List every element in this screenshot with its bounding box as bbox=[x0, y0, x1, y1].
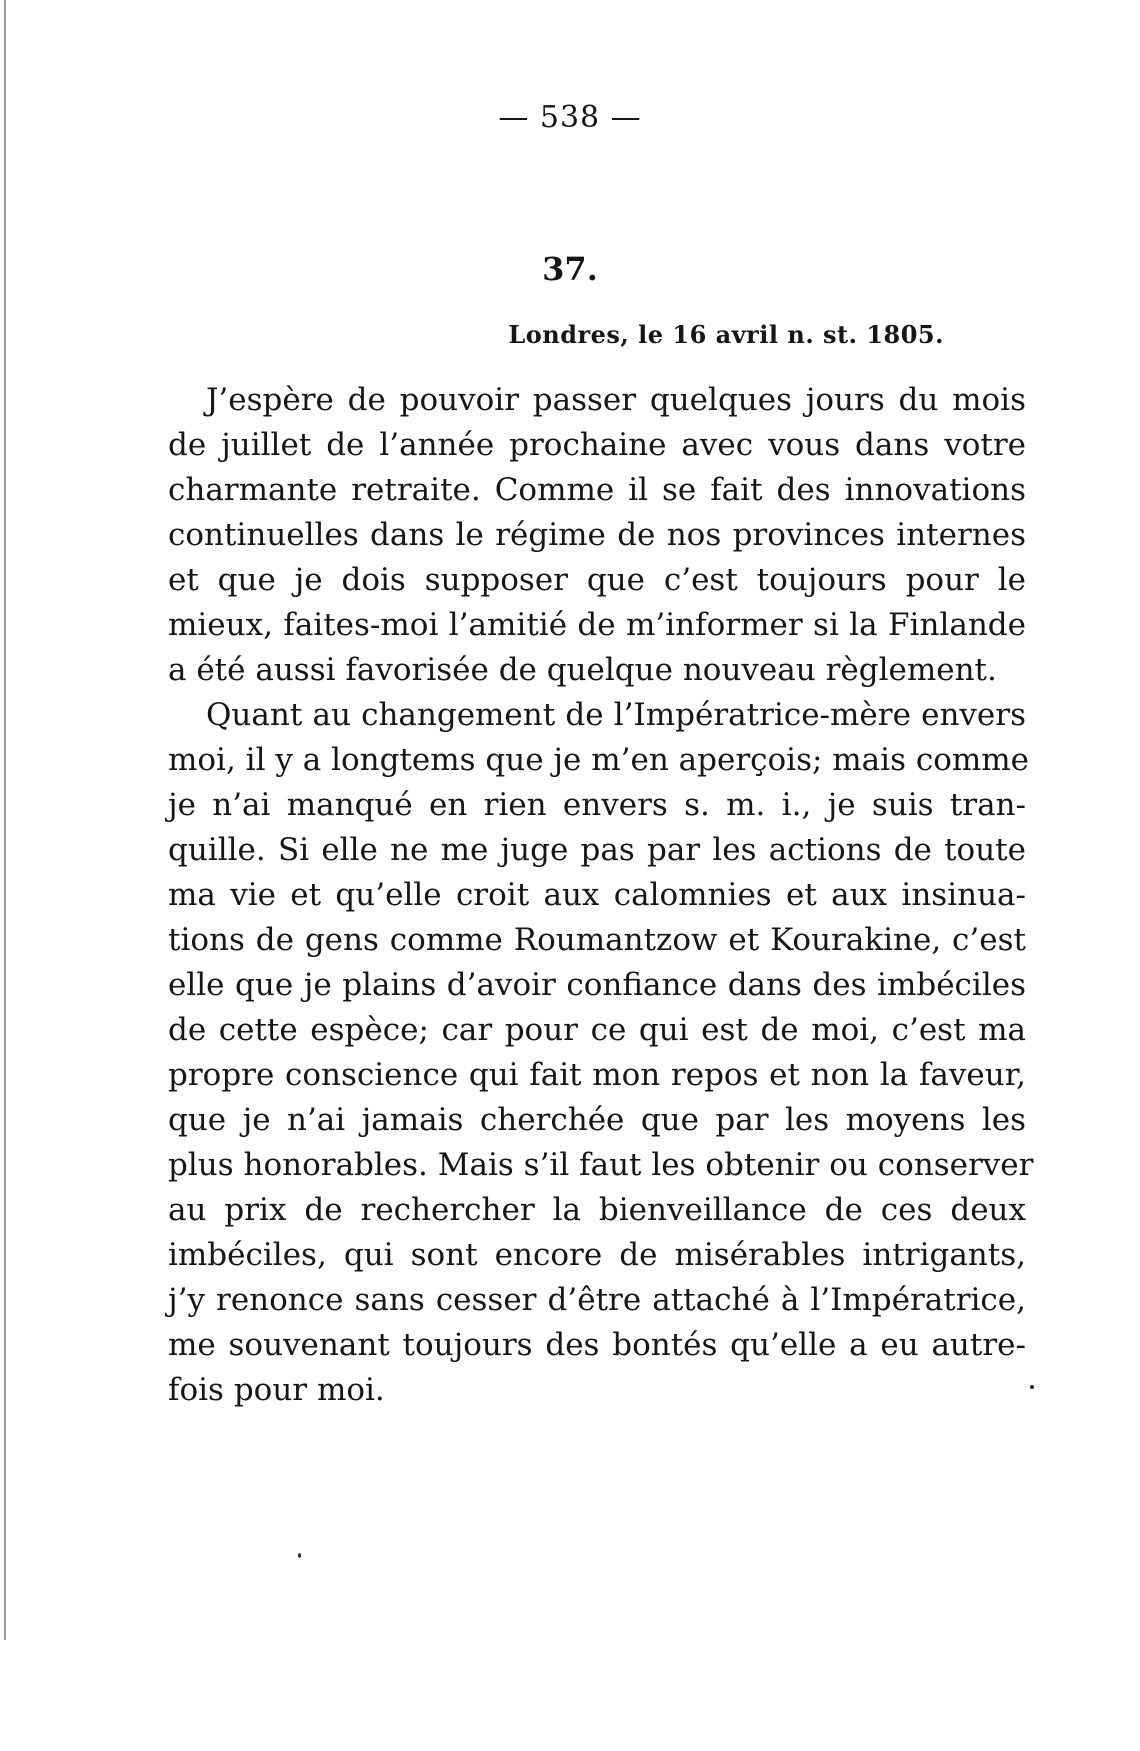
text-line: Quant au changement de l’Impératrice-mère envers bbox=[206, 697, 1026, 733]
text-line: imbéciles, qui sont encore de misérables intrigants, bbox=[168, 1237, 1026, 1273]
text-line: elle que je plains d’avoir confiance dans des imbéciles bbox=[168, 967, 1026, 1003]
text-line: et que je dois supposer que c’est toujours pour le bbox=[168, 562, 1026, 598]
text-line: ma vie et qu’elle croit aux calomnies et aux insinua- bbox=[168, 877, 1026, 913]
text-line: je n’ai manqué en rien envers s. m. i., je suis tran- bbox=[168, 787, 1026, 823]
letter-body bbox=[168, 378, 1034, 1413]
text-line: charmante retraite. Comme il se fait des innovations bbox=[168, 472, 1026, 508]
letter-number: 37. bbox=[542, 250, 598, 288]
print-speck bbox=[1030, 1385, 1034, 1389]
text-line: tions de gens comme Roumantzow et Kourakine, c’est bbox=[168, 922, 1026, 958]
text-line: fois pour moi. bbox=[168, 1372, 385, 1408]
text-line: de juillet de l’année prochaine avec vous dans votre bbox=[168, 427, 1026, 463]
text-line: propre conscience qui fait mon repos et non la faveur, bbox=[168, 1057, 1026, 1093]
text-line: a été aussi favorisée de quelque nouveau règlement. bbox=[168, 652, 997, 688]
page-number: — 538 — bbox=[498, 100, 642, 135]
text-line: quille. Si elle ne me juge pas par les actions de toute bbox=[168, 832, 1026, 868]
text-line: que je n’ai jamais cherchée que par les moyens les bbox=[168, 1102, 1026, 1138]
text-line: mieux, faites-moi l’amitié de m’informer si la Finlande bbox=[168, 607, 1026, 643]
text-line: continuelles dans le régime de nos provinces internes bbox=[168, 517, 1026, 553]
text-line: moi, il y a longtems que je m’en aperçois; mais comme bbox=[168, 742, 1030, 778]
text-line: me souvenant toujours des bontés qu’elle a eu autre- bbox=[168, 1327, 1026, 1363]
text-line: de cette espèce; car pour ce qui est de moi, c’est ma bbox=[168, 1012, 1026, 1048]
text-line: J’espère de pouvoir passer quelques jours du mois bbox=[206, 382, 1026, 418]
letter-dateline: Londres, le 16 avril n. st. 1805. bbox=[508, 320, 944, 349]
text-line: au prix de rechercher la bienveillance de ces deux bbox=[168, 1192, 1026, 1228]
print-speck bbox=[298, 1553, 301, 1558]
text-line: plus honorables. Mais s’il faut les obtenir ou conserver bbox=[168, 1147, 1034, 1183]
page-edge-line bbox=[4, 0, 6, 1640]
text-line: j’y renonce sans cesser d’être attaché à l’Impératrice, bbox=[168, 1282, 1026, 1318]
